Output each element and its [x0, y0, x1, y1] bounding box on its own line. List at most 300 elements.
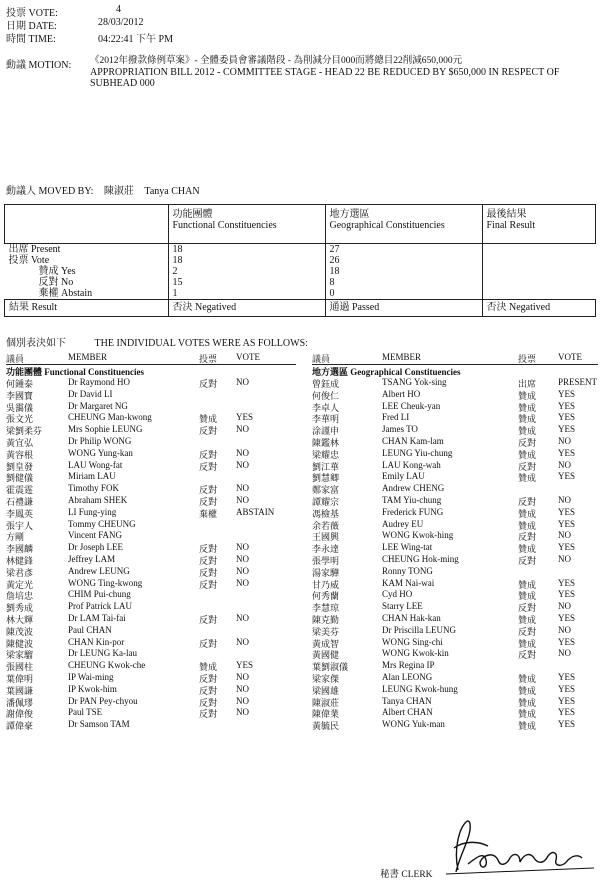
member-name-chinese: 張國柱 — [6, 662, 34, 673]
member-row — [6, 566, 296, 578]
member-name-english: Mrs Sophie LEUNG — [68, 424, 143, 435]
member-name-chinese: 梁耀忠 — [312, 449, 340, 460]
member-row — [6, 424, 296, 436]
member-row — [6, 589, 296, 601]
vote-english: NO — [558, 624, 571, 635]
member-name-english: Albert CHAN — [382, 707, 433, 718]
member-name-chinese: 李華明 — [312, 414, 340, 425]
member-name-chinese: 葉國謙 — [6, 685, 34, 696]
vote-english: NO — [558, 648, 571, 659]
member-name-chinese: 李卓人 — [312, 402, 340, 413]
vote-english: YES — [558, 388, 576, 399]
vote-chinese: 反對 — [199, 461, 218, 472]
vote-english: NO — [558, 459, 571, 470]
member-name-english: Emily LAU — [382, 471, 425, 482]
member-row — [312, 637, 598, 649]
motion-text — [90, 56, 590, 89]
vote-chinese: 反對 — [199, 379, 218, 389]
member-name-english: Dr David LI — [68, 388, 113, 399]
vote-chinese: 反對 — [199, 544, 218, 555]
member-name-chinese: 陳偉業 — [312, 709, 340, 720]
vote-english: NO — [236, 494, 249, 505]
member-name-chinese: 黃成智 — [312, 638, 340, 649]
vote-english: NO — [236, 612, 249, 623]
member-name-english: LEE Wing-tat — [382, 542, 433, 553]
member-row — [312, 495, 598, 507]
vote-english: YES — [558, 400, 576, 411]
member-name-english: LAU Wong-fat — [68, 459, 123, 470]
time-value: 04:22:41 下午 PM — [98, 34, 174, 45]
member-name-chinese: 何秀蘭 — [312, 591, 340, 602]
member-row — [6, 601, 296, 613]
member-name-english: IP Wai-ming — [68, 671, 114, 682]
member-name-chinese: 劉皇發 — [6, 461, 34, 472]
member-row — [6, 648, 296, 660]
member-name-english: Ronny TONG — [382, 565, 433, 576]
member-row — [312, 625, 598, 637]
gc-member-list — [312, 352, 598, 731]
member-row — [312, 554, 598, 566]
member-row — [6, 696, 296, 708]
member-row — [312, 578, 598, 590]
member-name-chinese: 劉秀成 — [6, 603, 34, 614]
member-name-chinese: 陳克勤 — [312, 614, 340, 625]
summary-row-abstain: 棄權 Abstain 1 0 — [5, 288, 596, 300]
member-name-chinese: 梁君彥 — [6, 567, 34, 578]
member-name-chinese: 李國寶 — [6, 390, 34, 401]
mover-name-chinese: 陳淑莊 — [103, 186, 134, 197]
member-row — [6, 389, 296, 401]
member-name-english: TAM Yiu-chung — [382, 494, 442, 505]
vote-chinese: 反對 — [199, 426, 218, 437]
date-value: 28/03/2012 — [98, 17, 144, 28]
member-name-chinese: 梁家傑 — [312, 673, 340, 684]
member-row — [6, 672, 296, 684]
member-row — [6, 448, 296, 460]
vote-english: YES — [558, 589, 576, 600]
member-name-chinese: 梁劉柔芬 — [6, 426, 43, 437]
vote-english: YES — [558, 695, 576, 706]
member-name-english: WONG Kwok-kin — [382, 648, 449, 659]
member-row — [312, 613, 598, 625]
member-name-english: Jeffrey LAM — [68, 553, 116, 564]
member-name-english: CHAN Hak-kan — [382, 612, 441, 623]
member-row — [312, 389, 598, 401]
vote-chinese: 反對 — [518, 555, 537, 566]
member-row — [6, 625, 296, 637]
member-name-chinese: 霍震霆 — [6, 485, 34, 496]
member-name-chinese: 何鍾泰 — [6, 379, 34, 389]
member-name-chinese: 王國興 — [312, 532, 340, 543]
vote-english: NO — [236, 695, 249, 706]
member-name-chinese: 潘佩璆 — [6, 697, 34, 708]
member-name-english: Dr LAM Tai-fai — [68, 612, 126, 623]
member-name-chinese: 譚偉豪 — [6, 721, 34, 732]
member-row — [6, 530, 296, 542]
vote-english: NO — [236, 483, 249, 494]
vote-chinese: 反對 — [199, 567, 218, 578]
member-row — [6, 412, 296, 424]
vote-chinese: 反對 — [199, 709, 218, 720]
mover-name-english: Tanya CHAN — [144, 186, 200, 197]
member-name-english: Dr Samson TAM — [68, 719, 130, 730]
member-name-chinese: 梁家騮 — [6, 650, 34, 661]
fc-member-list — [6, 352, 296, 731]
vote-english: YES — [558, 671, 576, 682]
member-name-english: Dr LEUNG Ka-lau — [68, 648, 137, 659]
vote-chinese: 反對 — [199, 673, 218, 684]
vote-chinese: 反對 — [199, 579, 218, 590]
vote-english: YES — [558, 577, 576, 588]
vote-english: YES — [558, 424, 576, 435]
member-name-english: Abraham SHEK — [68, 494, 128, 505]
vote-chinese: 反對 — [518, 532, 537, 543]
summary-row-vote: 投票 Vote 18 26 — [5, 255, 596, 266]
vote-chinese: 贊成 — [518, 390, 537, 401]
vote-chinese: 贊成 — [518, 402, 537, 413]
vote-chinese: 反對 — [518, 496, 537, 507]
member-name-chinese: 涂謹申 — [312, 426, 340, 437]
member-row — [6, 483, 296, 495]
member-name-chinese: 劉江華 — [312, 461, 340, 472]
vote-chinese: 棄權 — [199, 508, 218, 519]
vote-chinese: 反對 — [199, 614, 218, 625]
vote-label: 投票 VOTE: — [6, 8, 58, 19]
member-name-english: WONG Sing-chi — [382, 636, 443, 647]
fc-header: 功能團體 Functional Constituencies — [168, 205, 325, 244]
vote-english: YES — [558, 447, 576, 458]
vote-chinese: 出席 — [518, 379, 537, 389]
member-name-chinese: 譚耀宗 — [312, 496, 340, 507]
member-row — [312, 542, 598, 554]
member-name-english: CHAN Kin-por — [68, 636, 125, 647]
member-row — [6, 719, 296, 731]
member-name-english: Tommy CHEUNG — [68, 518, 136, 529]
member-name-english: LEUNG Yiu-chung — [382, 447, 453, 458]
member-row — [6, 637, 296, 649]
clerk-label: 秘書 CLERK — [380, 870, 433, 880]
summary-row-yes: 贊成 Yes 2 18 — [5, 266, 596, 277]
member-row — [312, 460, 598, 472]
member-name-chinese: 余若薇 — [312, 520, 340, 531]
member-name-english: Dr Joseph LEE — [68, 542, 123, 553]
vote-chinese: 贊成 — [518, 449, 537, 460]
vote-chinese: 贊成 — [518, 697, 537, 708]
member-row — [312, 377, 598, 389]
member-name-english: Tanya CHAN — [382, 695, 432, 706]
member-name-english: Paul CHAN — [68, 624, 112, 635]
vote-english: YES — [236, 412, 254, 423]
summary-row-no: 反對 No 15 8 — [5, 277, 596, 288]
member-name-english: Dr Priscilla LEUNG — [382, 624, 456, 635]
vote-english: NO — [236, 683, 249, 694]
moved-by — [6, 182, 208, 197]
motion-label: 動議 MOTION: — [6, 60, 72, 71]
summary-row-present: 出席 Present 18 27 — [5, 244, 596, 256]
member-name-english: LAU Kong-wah — [382, 459, 441, 470]
motion-english: APPROPRIATION BILL 2012 - COMMITTEE STAGE - HEAD 22 BE REDUCED BY $650,000 IN RESPECT OF SUBHEAD 000 — [90, 67, 560, 89]
member-row — [6, 436, 296, 448]
vote-number: 4 — [116, 4, 121, 15]
vote-chinese: 反對 — [518, 650, 537, 661]
member-name-english: TSANG Yok-sing — [382, 377, 447, 387]
member-name-chinese: 湯家驊 — [312, 567, 340, 578]
member-name-english: WONG Kwok-hing — [382, 530, 454, 541]
member-name-chinese: 詹培忠 — [6, 591, 34, 602]
member-name-chinese: 方剛 — [6, 532, 25, 543]
member-row — [6, 542, 296, 554]
member-row — [6, 519, 296, 531]
member-name-english: Mrs Regina IP — [382, 660, 435, 671]
vote-chinese: 贊成 — [518, 673, 537, 684]
vote-english: NO — [236, 542, 249, 553]
individual-votes-heading: 個別表決如下 THE INDIVIDUAL VOTES WERE AS FOLLOWS: — [6, 338, 308, 349]
vote-english: NO — [236, 447, 249, 458]
member-name-english: LI Fung-ying — [68, 506, 117, 517]
vote-chinese: 反對 — [199, 685, 218, 696]
member-row — [312, 672, 598, 684]
member-name-english: Timothy FOK — [68, 483, 119, 494]
member-name-english: Frederick FUNG — [382, 506, 444, 517]
vote-chinese: 贊成 — [518, 426, 537, 437]
member-name-english: Alan LEONG — [382, 671, 433, 682]
member-name-english: IP Kwok-him — [68, 683, 117, 694]
vote-english: YES — [558, 471, 576, 482]
vote-chinese: 贊成 — [199, 662, 218, 673]
member-name-chinese: 李鳳英 — [6, 508, 34, 519]
member-name-chinese: 謝偉俊 — [6, 709, 34, 720]
vote-chinese: 反對 — [518, 603, 537, 614]
member-name-chinese: 陳淑莊 — [312, 697, 340, 708]
member-name-chinese: 馮檢基 — [312, 508, 340, 519]
vote-english: NO — [558, 553, 571, 564]
member-row — [312, 507, 598, 519]
vote-english: YES — [558, 542, 576, 553]
member-name-chinese: 黃定光 — [6, 579, 34, 590]
member-name-chinese: 陳茂波 — [6, 626, 34, 637]
member-name-english: CHIM Pui-chung — [68, 589, 131, 600]
vote-chinese: 贊成 — [518, 414, 537, 425]
summary-table — [4, 204, 596, 317]
member-row — [6, 554, 296, 566]
vote-english: NO — [236, 553, 249, 564]
motion-chinese: 《2012年撥款條例草案》- 全體委員會審議階段 - 為削減分目000而將總目22削減650,000元 — [90, 56, 463, 66]
member-name-chinese: 劉慧卿 — [312, 473, 340, 484]
vote-chinese: 贊成 — [518, 709, 537, 720]
date-label: 日期 DATE: — [6, 21, 57, 32]
vote-chinese: 反對 — [518, 461, 537, 472]
vote-english: NO — [236, 671, 249, 682]
vote-chinese: 贊成 — [518, 508, 537, 519]
fc-column-header: 議員 MEMBER 投票 VOTE — [6, 352, 296, 365]
vote-english: ABSTAIN — [236, 506, 275, 517]
member-name-chinese: 張宇人 — [6, 520, 34, 531]
member-row — [312, 566, 598, 578]
member-row — [6, 377, 296, 389]
member-row — [312, 696, 598, 708]
fc-section-title: 功能團體 Functional Constituencies — [6, 367, 145, 377]
member-row — [312, 412, 598, 424]
member-name-chinese: 張學明 — [312, 555, 340, 566]
vote-english: NO — [236, 424, 249, 435]
member-row — [6, 471, 296, 483]
member-name-english: Dr PAN Pey-chyou — [68, 695, 138, 706]
member-row — [312, 530, 598, 542]
member-name-chinese: 石禮謙 — [6, 496, 34, 507]
member-row — [6, 660, 296, 672]
vote-chinese: 反對 — [518, 626, 537, 637]
vote-english: YES — [236, 660, 254, 671]
member-row — [312, 424, 598, 436]
vote-english: YES — [558, 412, 576, 423]
member-name-english: James TO — [382, 424, 418, 435]
vote-chinese: 贊成 — [518, 591, 537, 602]
vote-chinese: 贊成 — [518, 721, 537, 732]
vote-english: YES — [558, 506, 576, 517]
vote-english: NO — [558, 435, 571, 446]
vote-chinese: 反對 — [199, 449, 218, 460]
member-row — [312, 719, 598, 731]
vote-english: YES — [558, 683, 576, 694]
vote-english: YES — [558, 518, 576, 529]
vote-english: YES — [558, 612, 576, 623]
member-name-chinese: 曾鈺成 — [312, 379, 340, 389]
member-name-english: Dr Raymond HO — [68, 377, 130, 387]
member-name-english: Fred LI — [382, 412, 410, 423]
member-name-chinese: 吳靄儀 — [6, 402, 34, 413]
vote-chinese: 反對 — [199, 638, 218, 649]
vote-chinese: 贊成 — [518, 614, 537, 625]
vote-english: NO — [558, 601, 571, 612]
member-row — [312, 471, 598, 483]
vote-chinese: 贊成 — [518, 473, 537, 484]
member-name-chinese: 葉劉淑儀 — [312, 662, 349, 673]
member-name-english: Dr Philip WONG — [68, 435, 132, 446]
member-name-chinese: 黃毓民 — [312, 721, 340, 732]
member-name-english: CHEUNG Man-kwong — [68, 412, 152, 423]
member-row — [312, 483, 598, 495]
member-name-chinese: 梁國雄 — [312, 685, 340, 696]
vote-chinese: 反對 — [199, 697, 218, 708]
member-name-chinese: 李永達 — [312, 544, 340, 555]
vote-chinese: 反對 — [518, 437, 537, 448]
member-row — [312, 707, 598, 719]
member-row — [6, 507, 296, 519]
gc-header: 地方選區 Geographical Constituencies — [325, 205, 482, 244]
vote-english: NO — [236, 565, 249, 576]
vote-chinese: 贊成 — [518, 520, 537, 531]
member-name-english: CHEUNG Hok-ming — [382, 553, 459, 564]
vote-chinese: 反對 — [199, 485, 218, 496]
member-name-chinese: 梁美芬 — [312, 626, 340, 637]
vote-chinese: 反對 — [199, 555, 218, 566]
vote-english: NO — [236, 636, 249, 647]
member-name-english: Prof Patrick LAU — [68, 601, 132, 612]
member-row — [312, 436, 598, 448]
member-name-english: Vincent FANG — [68, 530, 123, 541]
vote-english: YES — [558, 707, 576, 718]
member-name-english: Starry LEE — [382, 601, 423, 612]
member-name-english: WONG Yuk-man — [382, 719, 445, 730]
summary-row-result: 結果 Result 否決 Negatived 通過 Passed 否決 Negatived — [5, 300, 596, 317]
member-name-english: Andrew CHENG — [382, 483, 445, 494]
vote-english: NO — [558, 494, 571, 505]
vote-english: NO — [236, 577, 249, 588]
member-name-english: Dr Margaret NG — [68, 400, 128, 411]
vote-english: YES — [558, 636, 576, 647]
member-name-english: WONG Ting-kwong — [68, 577, 143, 588]
member-name-chinese: 黃容根 — [6, 449, 34, 460]
member-row — [312, 589, 598, 601]
member-row — [312, 648, 598, 660]
gc-column-header: 議員 MEMBER 投票 VOTE — [312, 352, 598, 365]
vote-chinese: 贊成 — [518, 685, 537, 696]
member-name-english: Albert HO — [382, 388, 421, 399]
member-row — [312, 448, 598, 460]
vote-english: NO — [558, 530, 571, 541]
member-row — [312, 401, 598, 413]
member-row — [6, 613, 296, 625]
vote-english: NO — [236, 707, 249, 718]
member-name-english: Cyd HO — [382, 589, 413, 600]
vote-chinese: 贊成 — [518, 544, 537, 555]
final-header: 最後結果 Final Result — [482, 205, 596, 244]
member-name-english: Audrey EU — [382, 518, 424, 529]
member-row — [6, 495, 296, 507]
member-name-chinese: 李慧琼 — [312, 603, 340, 614]
vote-english: NO — [236, 377, 249, 387]
moved-by-label: 動議人 MOVED BY: — [6, 186, 94, 197]
member-name-english: CHAN Kam-lam — [382, 435, 444, 446]
member-row — [312, 660, 598, 672]
member-name-english: Andrew LEUNG — [68, 565, 130, 576]
member-name-english: WONG Yung-kan — [68, 447, 133, 458]
member-name-chinese: 何俊仁 — [312, 390, 340, 401]
member-name-english: LEE Cheuk-yan — [382, 400, 441, 411]
clerk-signature — [428, 812, 598, 882]
member-name-chinese: 陳鑑林 — [312, 437, 340, 448]
vote-english: YES — [558, 719, 576, 730]
member-name-chinese: 林健鋒 — [6, 555, 34, 566]
member-row — [6, 684, 296, 696]
vote-english: PRESENT — [558, 377, 598, 387]
member-row — [6, 578, 296, 590]
member-row — [6, 707, 296, 719]
vote-chinese: 反對 — [199, 496, 218, 507]
member-name-chinese: 劉健儀 — [6, 473, 34, 484]
vote-english: NO — [236, 459, 249, 470]
vote-chinese: 贊成 — [518, 579, 537, 590]
member-row — [6, 401, 296, 413]
member-name-english: Paul TSE — [68, 707, 103, 718]
member-row — [312, 601, 598, 613]
member-name-english: KAM Nai-wai — [382, 577, 435, 588]
gc-section-title: 地方選區 Geographical Constituencies — [312, 367, 461, 377]
member-name-english: CHEUNG Kwok-che — [68, 660, 146, 671]
member-name-chinese: 黃國健 — [312, 650, 340, 661]
member-name-chinese: 甘乃威 — [312, 579, 340, 590]
member-name-chinese: 陳健波 — [6, 638, 34, 649]
member-name-chinese: 葉偉明 — [6, 673, 34, 684]
member-name-chinese: 鄭家富 — [312, 485, 340, 496]
member-row — [312, 684, 598, 696]
member-name-chinese: 張文光 — [6, 414, 34, 425]
vote-chinese: 贊成 — [518, 638, 537, 649]
member-row — [312, 519, 598, 531]
member-name-chinese: 黃宜弘 — [6, 437, 34, 448]
member-name-english: Miriam LAU — [68, 471, 116, 482]
time-label: 時間 TIME: — [6, 34, 56, 45]
